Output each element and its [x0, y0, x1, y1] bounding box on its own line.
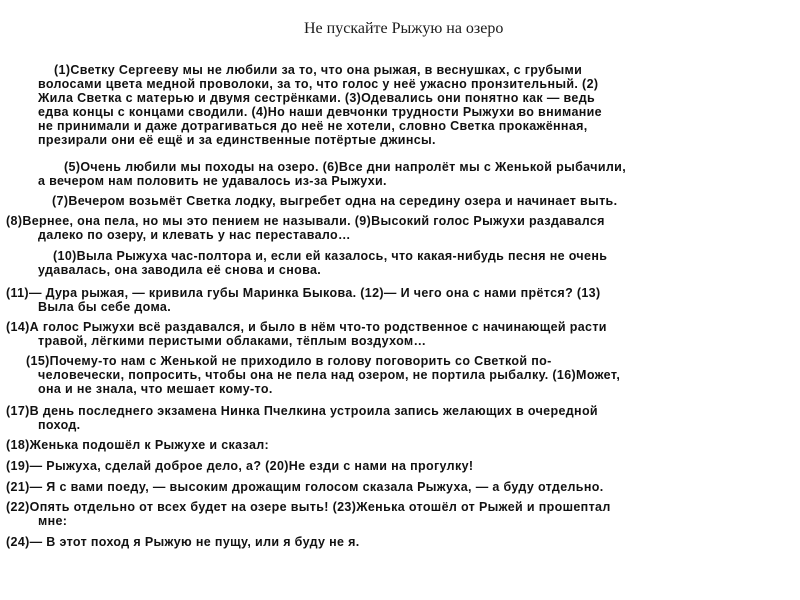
text-line: (18)Женька подошёл к Рыжухе и сказал:: [6, 438, 270, 452]
text-line: (11)— Дура рыжая, — кривила губы Маринка Быкова. (12)— И чего она с нами прётся? (13): [6, 286, 601, 300]
paragraph-12: [6, 480, 604, 494]
text-line: человечески, попросить, чтобы она не пела над озером, не портила рыбалку. (16)Может,: [38, 368, 621, 382]
paragraph-3: [52, 194, 617, 208]
text-line: мне:: [38, 514, 68, 528]
text-line: (24)— В этот поход я Рыжую не пущу, или я буду не я.: [6, 535, 360, 549]
text-line: волосами цвета медной проволоки, за то, что голос у неё ужасно пронзительный. (2): [38, 77, 599, 91]
paragraph-5: [38, 249, 607, 277]
text-line: она и не знала, что мешает кому-то.: [38, 382, 273, 396]
text-line: далеко по озеру, и клевать у нас переставало…: [38, 228, 351, 242]
text-line: поход.: [38, 418, 81, 432]
text-line: Выла бы себе дома.: [38, 300, 172, 314]
text-line: травой, лёгкими перистыми облаками, тёплым воздухом…: [38, 334, 427, 348]
text-line: (5)Очень любили мы походы на озеро. (6)Все дни напролёт мы с Женькой рыбачили,: [64, 160, 627, 174]
text-line: (19)— Рыжуха, сделай доброе дело, а? (20)Не езди с нами на прогулку!: [6, 459, 474, 473]
paragraph-7: [6, 320, 607, 348]
paragraph-1: [38, 63, 602, 147]
text-line: (1)Светку Сергееву мы не любили за то, что она рыжая, в веснушках, с грубыми: [54, 63, 583, 77]
text-line: (8)Вернее, она пела, но мы это пением не называли. (9)Высокий голос Рыжухи раздавался: [6, 214, 605, 228]
text-line: (14)А голос Рыжухи всё раздавался, и было в нём что-то родственное с начинающей расти: [6, 320, 607, 334]
paragraph-13: [6, 500, 611, 528]
text-line: (17)В день последнего экзамена Нинка Пчелкина устроила запись желающих в очередной: [6, 404, 598, 418]
text-line: не принимали и даже дотрагиваться до неё не хотели, словно Светка прокажённая,: [38, 119, 588, 133]
text-line: (22)Опять отдельно от всех будет на озере выть! (23)Женька отошёл от Рыжей и прошептал: [6, 500, 611, 514]
paragraph-2: [38, 160, 626, 188]
document-title: Не пускайте Рыжую на озеро: [304, 20, 504, 37]
text-line: Жила Светка с матерью и двумя сестрёнками. (3)Одевались они понятно как — ведь: [38, 91, 596, 105]
paragraph-6: [6, 286, 601, 314]
text-line: а вечером нам половить не удавалось из-за Рыжухи.: [38, 174, 387, 188]
paragraph-10: [6, 438, 269, 452]
text-line: удавалась, она заводила её снова и снова.: [38, 263, 322, 277]
text-line: (15)Почему-то нам с Женькой не приходило в голову поговорить со Светкой по-: [26, 354, 552, 368]
text-line: (21)— Я с вами поеду, — высоким дрожащим голосом сказала Рыжуха, — а буду отдельно.: [6, 480, 604, 494]
paragraph-14: [6, 535, 360, 549]
paragraph-11: [6, 459, 473, 473]
text-line: презирали они её ещё и за единственные потёртые джинсы.: [38, 133, 436, 147]
paragraph-8: [6, 354, 620, 396]
paragraph-4: [6, 214, 605, 242]
paragraph-9: [6, 404, 598, 432]
text-line: едва концы с концами сводили. (4)Но наши девчонки трудности Рыжухи во внимание: [38, 105, 602, 119]
text-line: (7)Вечером возьмёт Светка лодку, выгребет одна на середину озера и начинает выть.: [52, 194, 618, 208]
text-line: (10)Выла Рыжуха час-полтора и, если ей казалось, что какая-нибудь песня не очень: [53, 249, 608, 263]
